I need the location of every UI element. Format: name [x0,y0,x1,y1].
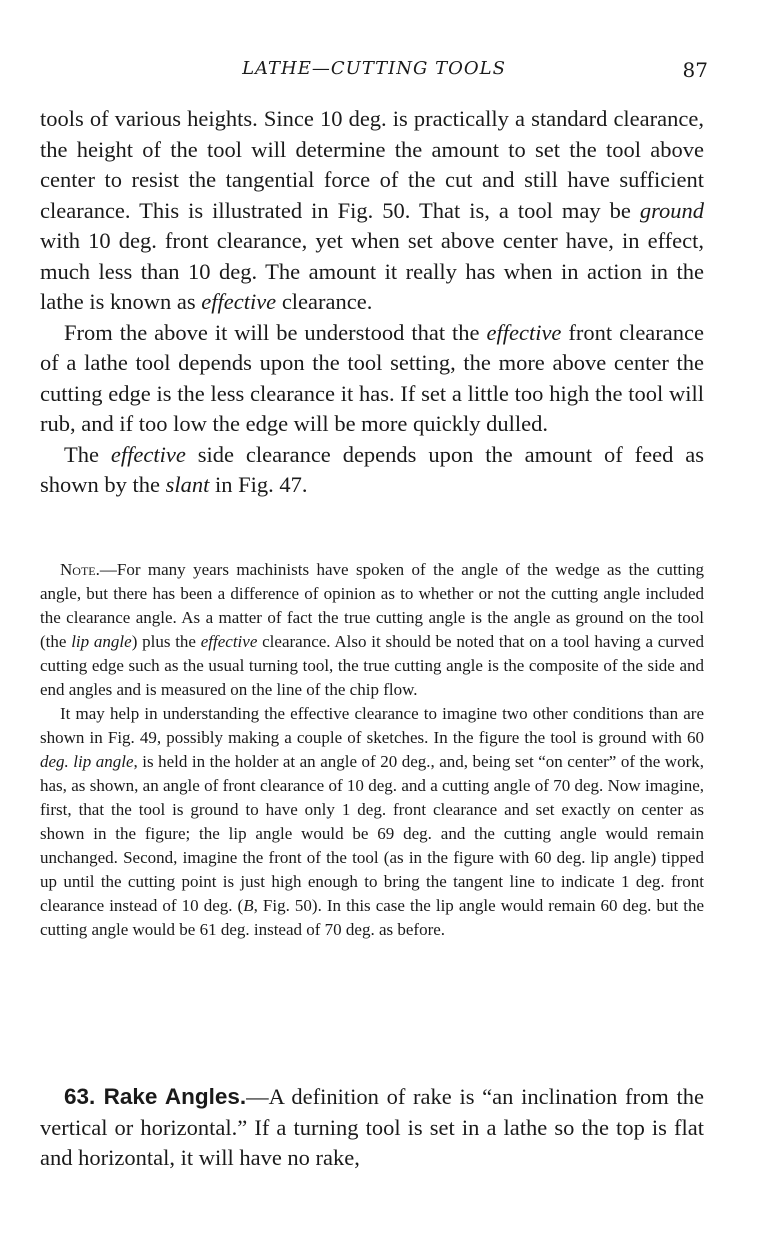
body-text [40,104,704,501]
paragraph-1: tools of various heights. Since 10 deg. is practically a standard clearance, the height of the tool will determine the amount to set the tool above center to resist the tangential force of the cut and still have sufficient clearance. This is illustrated in Fig. 50. That is, a tool may be ground with 10 deg. front clearance, yet when set above center have, in effect, much less than 10 deg. The amount it really has when in action in the lathe is known as effective clearance. [40,106,704,314]
page-header [40,58,708,86]
note-block [40,558,704,942]
note-paragraph-1: Note.—For many years machinists have spoken of the angle of the wedge as the cutting angle, but there has been a difference of opinion as to whether or not the cutting angle included the clearance angle. As a matter of fact the true cutting angle is the angle as ground on the tool (the lip angle) plus the effective clearance. Also it should be noted that on a tool having a curved cutting edge such as the usual turning tool, the true cutting angle is the composite of the side and end angles and is measured on the line of the chip flow. [40,560,705,699]
note-label: Note. [60,560,100,579]
paragraph-2: From the above it will be understood that the effective front clearance of a lathe tool depends upon the tool setting, the more above center the cutting edge is the less clearance it has. If set a little too high the tool will rub, and if too low the edge will be more quickly dulled. [40,319,704,436]
page-number: 87 [682,58,708,82]
section-heading: 63. Rake Angles. [64,1084,247,1109]
section-paragraph: 63. Rake Angles.—A definition of rake is “an inclination from the vertical or horizontal.” If a turning tool is set in a lathe so the top is flat and horizontal, it will have no rake, [40,1084,704,1170]
note-paragraph-2: It may help in understanding the effective clearance to imagine two other conditions than are shown in Fig. 49, possibly making a couple of sketches. In the figure the tool is ground with 60 deg. lip angle, is held in the holder at an angle of 20 deg., and, being set “on center” of the work, has, as shown, an angle of front clearance of 10 deg. and a cutting angle of 70 deg. Now imagine, first, that the tool is ground to have only 1 deg. front clearance and set exactly on center as shown in the figure; the lip angle would be 69 deg. and the cutting angle would remain unchanged. Second, imagine the front of the tool (as in the figure with 60 deg. lip angle) tipped up until the cutting point is just high enough to bring the tangent line to indicate 1 deg. front clearance instead of 10 deg. (B, Fig. 50). In this case the lip angle would remain 60 deg. but the cutting angle would be 61 deg. instead of 70 deg. as before. [40,704,704,939]
section-63 [40,1082,704,1174]
running-head: LATHE—CUTTING TOOLS [242,58,506,79]
paragraph-3: The effective side clearance depends upon the amount of feed as shown by the slant in Fig. 47. [40,441,704,497]
